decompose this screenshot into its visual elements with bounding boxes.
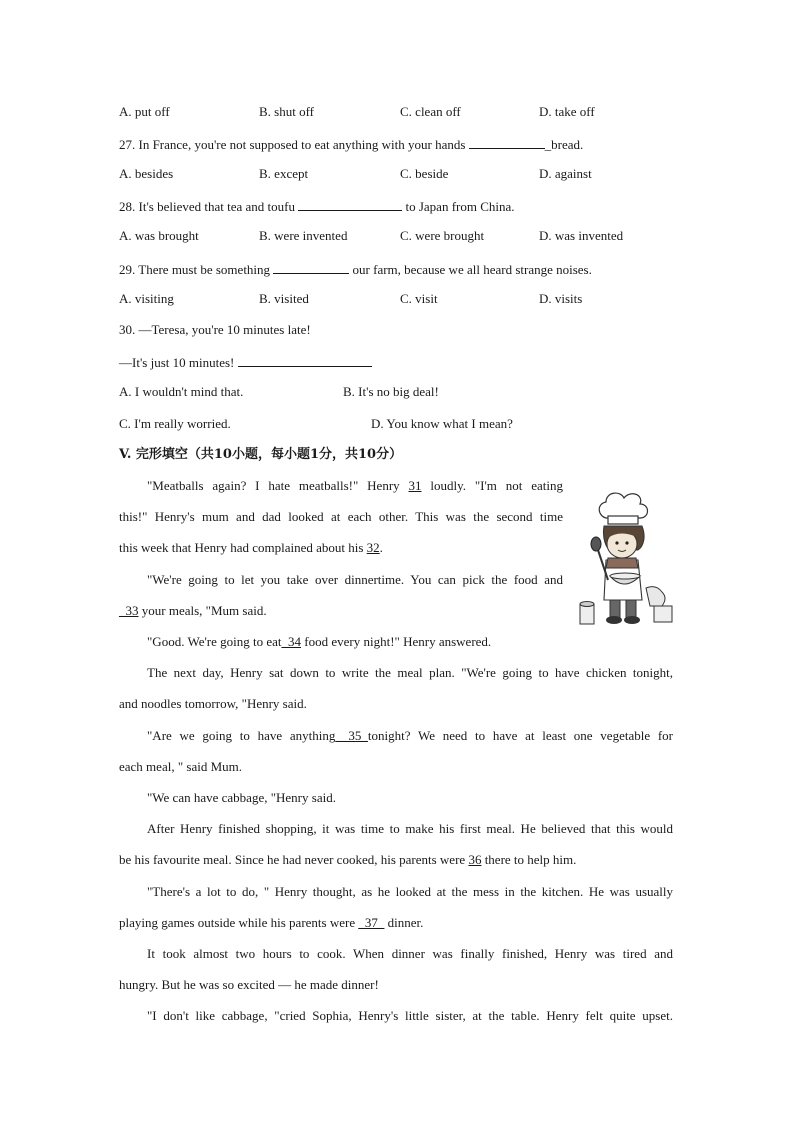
q29-text-after: our farm, because we all heard strange noises. — [352, 262, 592, 277]
q29-blank — [273, 260, 349, 274]
passage-text: be his favourite meal. Since he had never cooked, his parents were — [119, 852, 469, 867]
passage-text: tonight? We need to have at least one vegetable for — [367, 728, 673, 743]
passage-p1-line2: this!" Henry's mum and dad looked at each other. This was the second time — [119, 509, 563, 524]
q30-option-a: A. I wouldn't mind that. — [119, 384, 244, 399]
passage-p9-line2: hungry. But he was so excited — he made dinner! — [119, 977, 379, 992]
passage-p1-line3 — [119, 540, 383, 556]
passage-text: dinner. — [384, 915, 424, 930]
q26-option-a: A. put off — [119, 104, 170, 119]
passage-text: there to help him. — [481, 852, 577, 867]
passage-text: playing games outside while his parents were — [119, 915, 359, 930]
passage-text: "Good. We're going to eat — [147, 634, 282, 649]
q29-option-b: B. visited — [259, 291, 309, 306]
question-30-line2 — [119, 353, 372, 371]
q29-option-c: C. visit — [400, 291, 438, 306]
blank-35: __35_ — [335, 728, 368, 743]
q26-option-d: D. take off — [539, 104, 595, 119]
q28-text: 28. It's believed that tea and toufu — [119, 199, 295, 214]
passage-text: "Meatballs again? I hate meatballs!" Henry — [147, 478, 409, 493]
question-28 — [119, 197, 515, 215]
q27-blank — [469, 135, 545, 149]
passage-text: your meals, "Mum said. — [138, 603, 267, 618]
blank-32: 32 — [366, 540, 380, 555]
q29-option-a: A. visiting — [119, 291, 174, 306]
passage-p1-line1 — [147, 478, 563, 494]
passage-p8-line1: "There's a lot to do, " Henry thought, as he looked at the mess in the kitchen. He was usually — [147, 884, 673, 899]
q30-blank — [238, 353, 372, 367]
passage-p4-line2: and noodles tomorrow, "Henry said. — [119, 696, 307, 711]
passage-p8-line2 — [119, 915, 423, 931]
q28-option-d: D. was invented — [539, 228, 624, 243]
passage-p2-line2 — [119, 603, 267, 619]
passage-p10-line1: "I don't like cabbage, "cried Sophia, Henry's little sister, at the table. Henry felt quite upset. — [147, 1008, 673, 1023]
q28-option-c: C. were brought — [400, 228, 485, 243]
passage-text: "Are we going to have anything — [147, 728, 336, 743]
q27-option-b: B. except — [259, 166, 309, 181]
q30-text: —It's just 10 minutes! — [119, 355, 235, 370]
q30-option-b: B. It's no big deal! — [343, 384, 439, 399]
passage-p7-line2 — [119, 852, 576, 868]
question-27 — [119, 135, 583, 153]
chef-boy-illustration — [576, 488, 676, 633]
q27-text-after: _bread. — [544, 137, 584, 152]
q26-option-b: B. shut off — [259, 104, 315, 119]
q30-option-d: D. You know what I mean? — [371, 416, 513, 431]
blank-37: _37_ — [358, 915, 385, 930]
q30-option-c: C. I'm really worried. — [119, 416, 231, 431]
blank-33: _33 — [119, 603, 139, 618]
question-30-line1: 30. —Teresa, you're 10 minutes late! — [119, 322, 311, 337]
passage-text: loudly. "I'm not eating — [421, 478, 563, 493]
q28-blank — [298, 197, 402, 211]
passage-text: . — [379, 540, 383, 555]
q26-option-c: C. clean off — [400, 104, 461, 119]
blank-36: 36 — [468, 852, 482, 867]
passage-p4-line1: The next day, Henry sat down to write the meal plan. "We're going to have chicken tonight, — [147, 665, 673, 680]
section-title: V. 完形填空（共10小题，每小题1分，共10分） — [119, 447, 403, 462]
q29-option-d: D. visits — [539, 291, 583, 306]
question-29 — [119, 260, 592, 278]
blank-31: 31 — [408, 478, 422, 493]
passage-text: food every night!" Henry answered. — [301, 634, 492, 649]
q27-option-c: C. beside — [400, 166, 449, 181]
q28-option-a: A. was brought — [119, 228, 199, 243]
passage-p7-line1: After Henry finished shopping, it was time to make his first meal. He believed that this would — [147, 821, 673, 836]
q27-option-d: D. against — [539, 166, 592, 181]
q28-option-b: B. were invented — [259, 228, 348, 243]
passage-p6: "We can have cabbage, "Henry said. — [147, 790, 336, 805]
passage-p5-line1 — [147, 728, 673, 744]
passage-p2-line1: "We're going to let you take over dinnertime. You can pick the food and — [147, 572, 563, 587]
q27-text: 27. In France, you're not supposed to eat anything with your hands — [119, 137, 466, 152]
q28-text-after: to Japan from China. — [405, 199, 515, 214]
passage-p9-line1: It took almost two hours to cook. When dinner was finally finished, Henry was tired and — [147, 946, 673, 961]
passage-p3 — [147, 634, 491, 650]
blank-34: _34 — [281, 634, 302, 649]
q29-text: 29. There must be something — [119, 262, 271, 277]
passage-p5-line2: each meal, " said Mum. — [119, 759, 242, 774]
passage-text: this week that Henry had complained about his — [119, 540, 367, 555]
q27-option-a: A. besides — [119, 166, 174, 181]
